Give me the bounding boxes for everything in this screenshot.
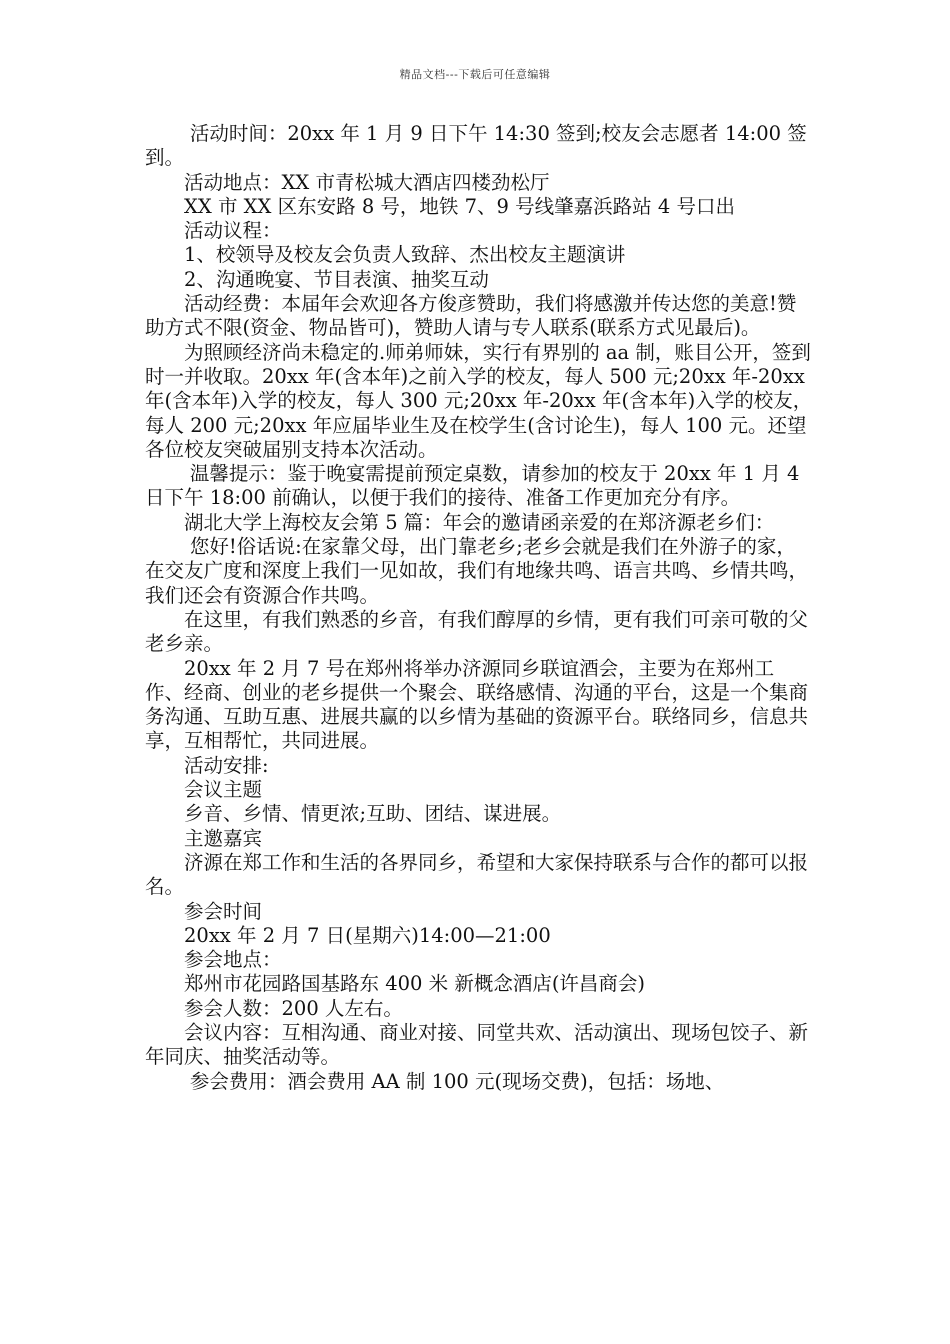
paragraph-agenda-item-2: 2、沟通晚宴、节目表演、抽奖互动 [184,267,489,291]
paragraph-activity-time: 活动时间：20xx 年 1 月 9 日下午 14:30 签到;校友会志愿者 14:00 签到。 [145,122,807,170]
paragraph-location: 郑州市花园路国基路东 400 米 新概念酒店(许昌商会) [184,972,646,996]
paragraph-invitation-title: 湖北大学上海校友会第 5 篇：年会的邀请函亲爱的在郑济源老乡们： [184,510,775,534]
paragraph-content: 会议内容：互相沟通、商业对接、同堂共欢、活动演出、现场包饺子、新年同庆、抽奖活动等。 [145,1020,809,1069]
paragraph-event-intro: 20xx 年 2 月 7 号在郑州将举办济源同乡联谊酒会，主要为在郑州工作、经商、创业的老乡提供一个聚会、联络感情、沟通的平台，这是一个集商务沟通、互助互惠、进展共赢的以乡情为基础的资源平台。联络同乡，信息共享，互相帮忙，共同进展。 [145,656,809,753]
paragraph-reminder: 温馨提示：鉴于晚宴需提前预定桌数，请参加的校友于 20xx 年 1 月 4 日下午 18:00 前确认，以便于我们的接待、准备工作更加充分有序。 [145,462,800,510]
paragraph-theme: 乡音、乡情、情更浓;互助、团结、谋进展。 [184,802,562,826]
paragraph-funding: 活动经费：本届年会欢迎各方俊彦赞助，我们将感激并传达您的美意!赞助方式不限(资金、物品皆可)，赞助人请与专人联系(联系方式见最后)。 [145,292,797,340]
paragraph-hometown: 在这里，有我们熟悉的乡音，有我们醇厚的乡情，更有我们可亲可敬的父老乡亲。 [145,607,809,656]
paragraph-guests: 济源在郑工作和生活的各界同乡，希望和大家保持联系与合作的都可以报名。 [145,850,809,899]
paragraph-agenda-heading: 活动议程： [184,219,282,243]
paragraph-fee-policy: 为照顾经济尚未稳定的.师弟师妹，实行有界别的 aa 制，账目公开，签到时一并收取。20xx 年(含本年)之前入学的校友，每人 500 元;20xx 年-20xx 年(含本年)入学的校友，每人 300 元;20xx 年-20xx 年(含本年)入学的校友，每人 200 元;20xx 年应届毕业生及在校学生(含讨论生)，每人 100 元。还望各位校友突破届别支持本次活动。 [145,340,813,461]
paragraph-fees: 参会费用：酒会费用 AA 制 100 元(现场交费)，包括：场地、 [189,1069,725,1093]
paragraph-attendance: 参会人数：200 人左右。 [184,996,403,1020]
document-body [145,122,813,1094]
paragraph-activity-location: 活动地点：XX 市青松城大酒店四楼劲松厅 [184,170,550,194]
paragraph-greeting: 您好!俗话说:在家靠父母，出门靠老乡;老乡会就是我们在外游子的家，在交友广度和深度上我们一见如故，我们有地缘共鸣、语言共鸣、乡情共鸣，我们还会有资源合作共鸣。 [145,535,809,607]
paragraph-guests-heading: 主邀嘉宾 [184,826,263,850]
paragraph-agenda-item-1: 1、校领导及校友会负责人致辞、杰出校友主题演讲 [184,243,626,267]
paragraph-arrangement-heading: 活动安排: [184,753,269,777]
paragraph-theme-heading: 会议主题 [184,778,263,802]
paragraph-location-heading: 参会地点： [184,948,282,972]
paragraph-time-heading: 参会时间 [184,899,263,923]
page-header: 精品文档---下载后可任意编辑 [399,68,551,81]
paragraph-time: 20xx 年 2 月 7 日(星期六)14:00—21:00 [184,923,551,947]
paragraph-address: XX 市 XX 区东安路 8 号，地铁 7、9 号线肇嘉浜路站 4 号口出 [184,194,735,218]
